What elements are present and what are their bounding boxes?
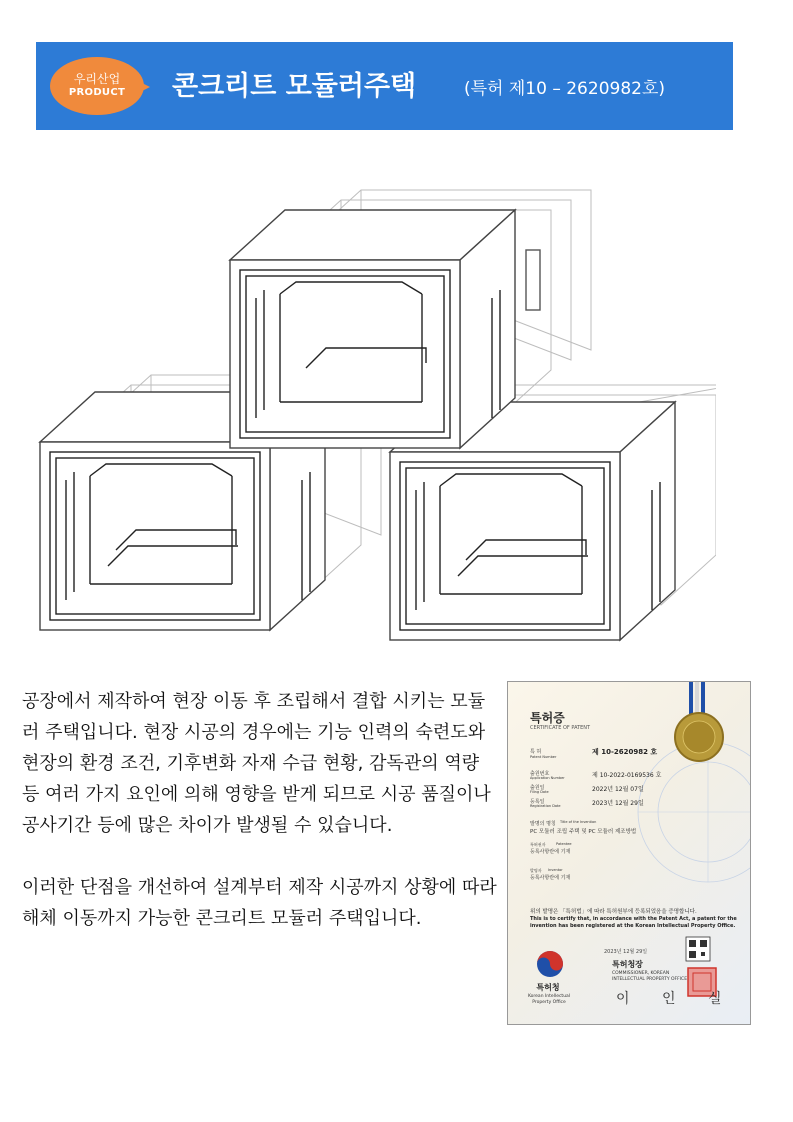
issue-date: 2023년 12월 29일 [604,949,648,955]
description [22,686,502,934]
badge-line1: 우리산업 [73,72,121,86]
kipo-logo-name: 특허청 [536,983,560,992]
filing-label-en: Filing Date [530,790,549,794]
invention-label: 발명의 명칭 [530,821,556,827]
commissioner-signature: 이 인 실 [616,991,736,1007]
patentee-label-en: Patentee [556,842,572,846]
inventor-label-en: Inventor [548,868,563,872]
product-badge [50,57,144,115]
patent-label: 특 허 [530,749,542,755]
certificate-title-en: CERTIFICATE OF PATENT [530,725,591,731]
invention-label-en: Title of the Invention [560,820,597,824]
description-paragraph-1: 공장에서 제작하여 현장 이동 후 조립해서 결합 시키는 모듈러 주택입니다. 현장 시공의 경우에는 기능 인력의 숙련도와 현장의 환경 조건, 기후변화 자재 수급 현황, 감독관의 역량 등 여러 가지 요인에 의해 영향을 받게 되므로 시공 품질이나 공사기간 등에 많은 차이가 발생될 수 있습니다. [22,691,491,836]
commissioner-title-en: COMMISSIONER, KOREAN INTELLECTUAL PROPERTY OFFICE [612,971,688,982]
badge-pointer [136,80,150,94]
modular-house-drawing [36,180,716,650]
application-number: 제 10-2022-0169536 호 [592,772,662,779]
certificate-statement [530,908,740,930]
filing-label: 출원일 [530,785,545,791]
badge-line2: PRODUCT [68,87,126,98]
registration-label-en: Registration Date [530,804,561,808]
application-label: 출원번호 [530,771,550,777]
page-title: 콘크리트 모듈러주택 [172,71,417,102]
filing-date: 2022년 12월 07일 [592,786,644,793]
patent-number: 제 10-2620982 호 [592,748,658,756]
patentee-label: 특허권자 [530,842,546,847]
application-label-en: Application Number [530,776,565,780]
patentee-value: 등록사항란에 기재 [530,849,571,855]
registration-date: 2023년 12월 29일 [592,800,644,807]
inventor-value: 등록사항란에 기재 [530,875,571,881]
patent-subtitle: (특허 제10 – 2620982호) [464,79,666,99]
patent-certificate [507,681,751,1025]
registration-label: 등록일 [530,799,545,805]
certificate-title: 특허증 [530,711,565,725]
statement-ko: 위의 발명은 「특허법」에 따라 특허원부에 등록되었음을 증명합니다. [530,909,697,915]
statement-en: This is to certify that, in accordance with the Patent Act, a patent for the invention has been registered at the Korean Intellectual Property Office. [530,916,737,929]
patent-label-en: Patent Number [530,755,557,759]
commissioner-title: 특허청장 [612,960,643,969]
kipo-logo-en: Korean Intellectual Property Office [527,994,571,1005]
description-paragraph-2: 이러한 단점을 개선하여 설계부터 제작 시공까지 상황에 따라 해체 이동까지 가능한 콘크리트 모듈러 주택입니다. [22,877,497,929]
inventor-label: 발명자 [530,868,542,873]
invention-title: PC 모듈러 조립 주택 및 PC 모듈러 제조방법 [530,829,637,835]
